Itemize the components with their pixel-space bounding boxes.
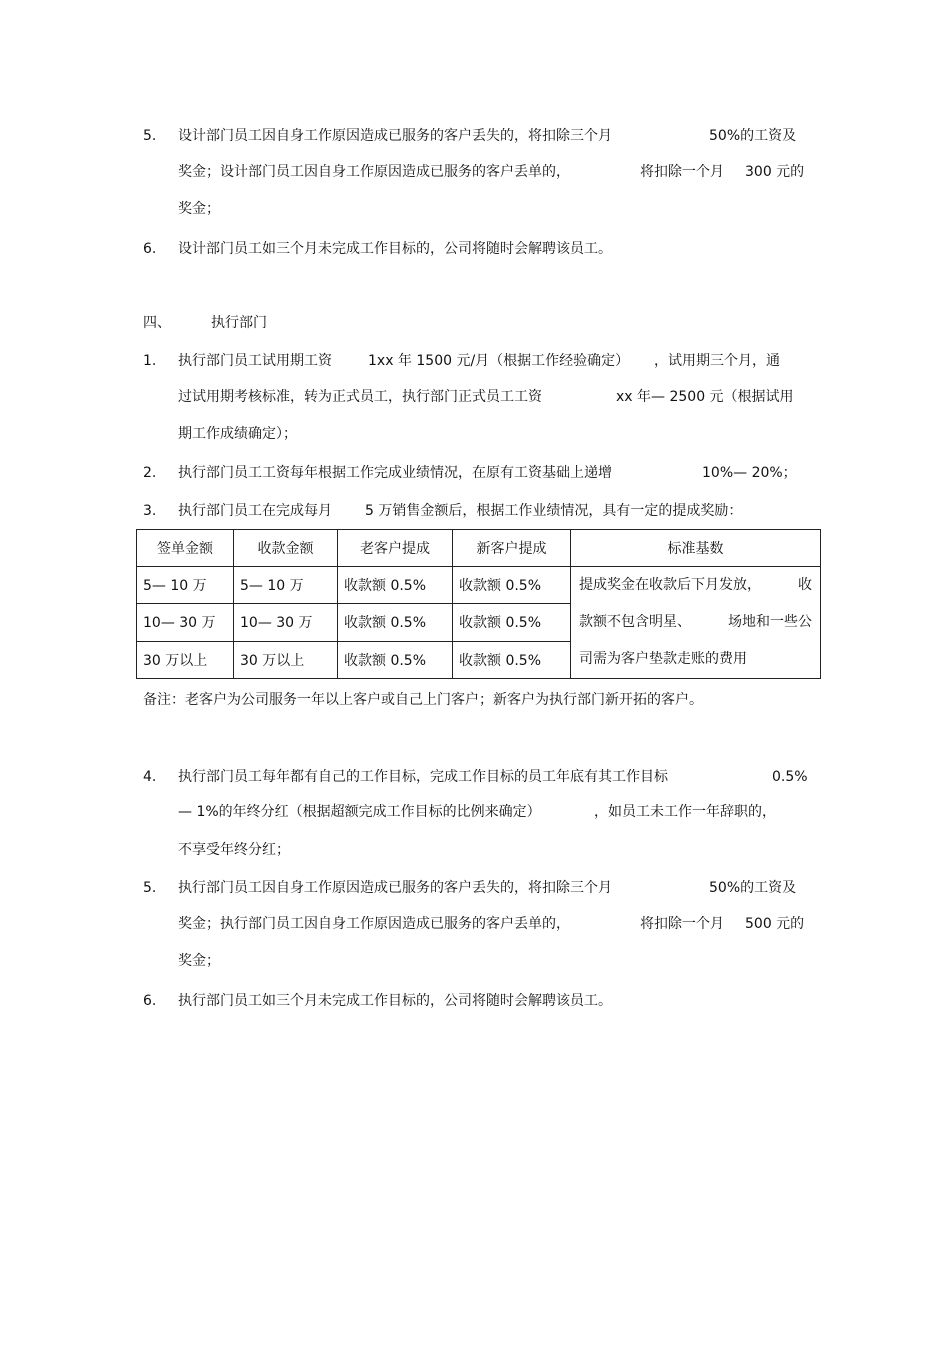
table-cell: 收款额 0.5%	[453, 604, 571, 641]
paragraph-text: 将扣除一个月	[640, 164, 724, 180]
paragraph-text: 执行部门员工在完成每月	[178, 503, 332, 519]
paragraph-text: 将扣除一个月	[640, 916, 724, 932]
list-number: 6.	[143, 241, 157, 257]
table-cell: 收款额 0.5%	[453, 567, 571, 604]
standard-basis-note	[571, 567, 821, 679]
table-cell: 5— 10 万	[234, 567, 338, 604]
table-cell: 10— 30 万	[137, 604, 234, 641]
list-number: 4.	[143, 769, 157, 785]
list-number: 1.	[143, 353, 157, 369]
table-cell: 5— 10 万	[137, 567, 234, 604]
paragraph-text: 50%的工资及	[709, 880, 797, 896]
list-number: 5.	[143, 128, 157, 144]
paragraph-text: 0.5%	[772, 769, 808, 785]
note-line: 款额不包含明星、	[579, 614, 691, 630]
table-cell: 收款额 0.5%	[338, 641, 453, 678]
table-cell: 收款额 0.5%	[338, 567, 453, 604]
list-number: 2.	[143, 465, 157, 481]
list-number: 5.	[143, 880, 157, 896]
paragraph-text: 1xx 年 1500 元/月（根据工作经验确定）	[368, 353, 630, 369]
table-cell: 收款额 0.5%	[338, 604, 453, 641]
table-remark: 备注：老客户为公司服务一年以上客户或自己上门客户；新客户为执行部门新开拓的客户。	[143, 692, 703, 708]
paragraph-text: xx 年— 2500 元（根据试用	[616, 389, 794, 405]
table-header-cell: 老客户提成	[338, 530, 453, 567]
paragraph-text: 设计部门员工因自身工作原因造成已服务的客户丢失的，将扣除三个月	[178, 128, 612, 144]
paragraph-text: 奖金；	[178, 201, 220, 217]
list-number: 3.	[143, 503, 157, 519]
paragraph-text: 50%的工资及	[709, 128, 797, 144]
paragraph-text: 执行部门员工工资每年根据工作完成业绩情况，在原有工资基础上递增	[178, 465, 612, 481]
paragraph-text: 10%— 20%；	[702, 465, 797, 481]
list-number: 6.	[143, 993, 157, 1009]
section-number: 四、	[143, 315, 171, 331]
paragraph-text: ，试用期三个月，通	[654, 353, 780, 369]
paragraph-text: 执行部门员工试用期工资	[178, 353, 332, 369]
paragraph-text: 执行部门员工每年都有自己的工作目标，完成工作目标的员工年底有其工作目标	[178, 769, 668, 785]
commission-table	[136, 529, 821, 679]
paragraph-text: 500 元的	[745, 916, 805, 932]
paragraph-text: 5 万销售金额后，根据工作业绩情况，具有一定的提成奖励：	[365, 503, 743, 519]
table-cell: 30 万以上	[137, 641, 234, 678]
table-cell: 10— 30 万	[234, 604, 338, 641]
paragraph-text: 执行部门员工如三个月未完成工作目标的，公司将随时会解聘该员工。	[178, 993, 612, 1009]
note-line: 收	[798, 577, 812, 593]
table-cell: 30 万以上	[234, 641, 338, 678]
table-row	[137, 567, 821, 604]
paragraph-text: 奖金；设计部门员工因自身工作原因造成已服务的客户丢单的，	[178, 164, 570, 180]
table-header-row	[137, 530, 821, 567]
paragraph-text: 300 元的	[745, 164, 805, 180]
paragraph-text: 过试用期考核标准，转为正式员工，执行部门正式员工工资	[178, 389, 542, 405]
section-title: 执行部门	[211, 315, 267, 331]
paragraph-text: ，如员工未工作一年辞职的，	[594, 804, 776, 820]
note-line: 司需为客户垫款走账的费用	[579, 651, 747, 667]
paragraph-text: 不享受年终分红；	[178, 842, 290, 858]
paragraph-text: 期工作成绩确定）；	[178, 426, 297, 442]
note-line: 场地和一些公	[728, 614, 812, 630]
table-header-cell: 新客户提成	[453, 530, 571, 567]
table-cell: 收款额 0.5%	[453, 641, 571, 678]
table-header-cell: 标准基数	[571, 530, 821, 567]
paragraph-text: — 1%的年终分红（根据超额完成工作目标的比例来确定）	[178, 804, 541, 820]
paragraph-text: 设计部门员工如三个月未完成工作目标的，公司将随时会解聘该员工。	[178, 241, 612, 257]
paragraph-text: 奖金；执行部门员工因自身工作原因造成已服务的客户丢单的，	[178, 916, 570, 932]
table-header-cell: 签单金额	[137, 530, 234, 567]
paragraph-text: 奖金；	[178, 953, 220, 969]
table-header-cell: 收款金额	[234, 530, 338, 567]
paragraph-text: 执行部门员工因自身工作原因造成已服务的客户丢失的，将扣除三个月	[178, 880, 612, 896]
note-line: 提成奖金在收款后下月发放，	[579, 577, 761, 593]
